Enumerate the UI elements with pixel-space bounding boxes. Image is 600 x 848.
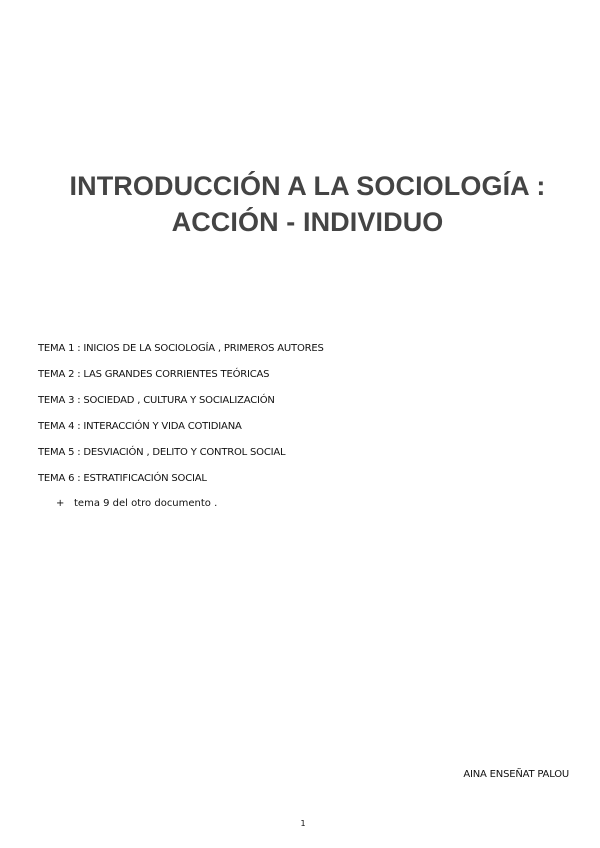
table-of-contents: [38, 342, 558, 498]
plus-bullet: +: [56, 498, 65, 509]
page-number: 1: [300, 819, 306, 828]
document-title: [0, 168, 600, 240]
toc-item-tema-5: TEMA 5 : DESVIACIÓN , DELITO Y CONTROL SOCIAL: [38, 447, 286, 458]
toc-sub-item-text: tema 9 del otro documento .: [74, 498, 218, 509]
toc-item-tema-4: TEMA 4 : INTERACCIÓN Y VIDA COTIDIANA: [38, 421, 242, 432]
toc-item-tema-3: TEMA 3 : SOCIEDAD , CULTURA Y SOCIALIZACIÓN: [38, 395, 275, 406]
toc-item-tema-2: TEMA 2 : LAS GRANDES CORRIENTES TEÓRICAS: [38, 369, 270, 380]
toc-item-tema-1: TEMA 1 : INICIOS DE LA SOCIOLOGÍA , PRIMEROS AUTORES: [38, 343, 324, 354]
toc-item-tema-6: TEMA 6 : ESTRATIFICACIÓN SOCIAL: [38, 473, 207, 484]
toc-sub-item: [56, 497, 217, 510]
author-name: AINA ENSEÑAT PALOU: [463, 769, 569, 780]
title-line-2: ACCIÓN - INDIVIDUO: [171, 207, 444, 237]
title-line-1: INTRODUCCIÓN A LA SOCIOLOGÍA :: [69, 171, 546, 201]
